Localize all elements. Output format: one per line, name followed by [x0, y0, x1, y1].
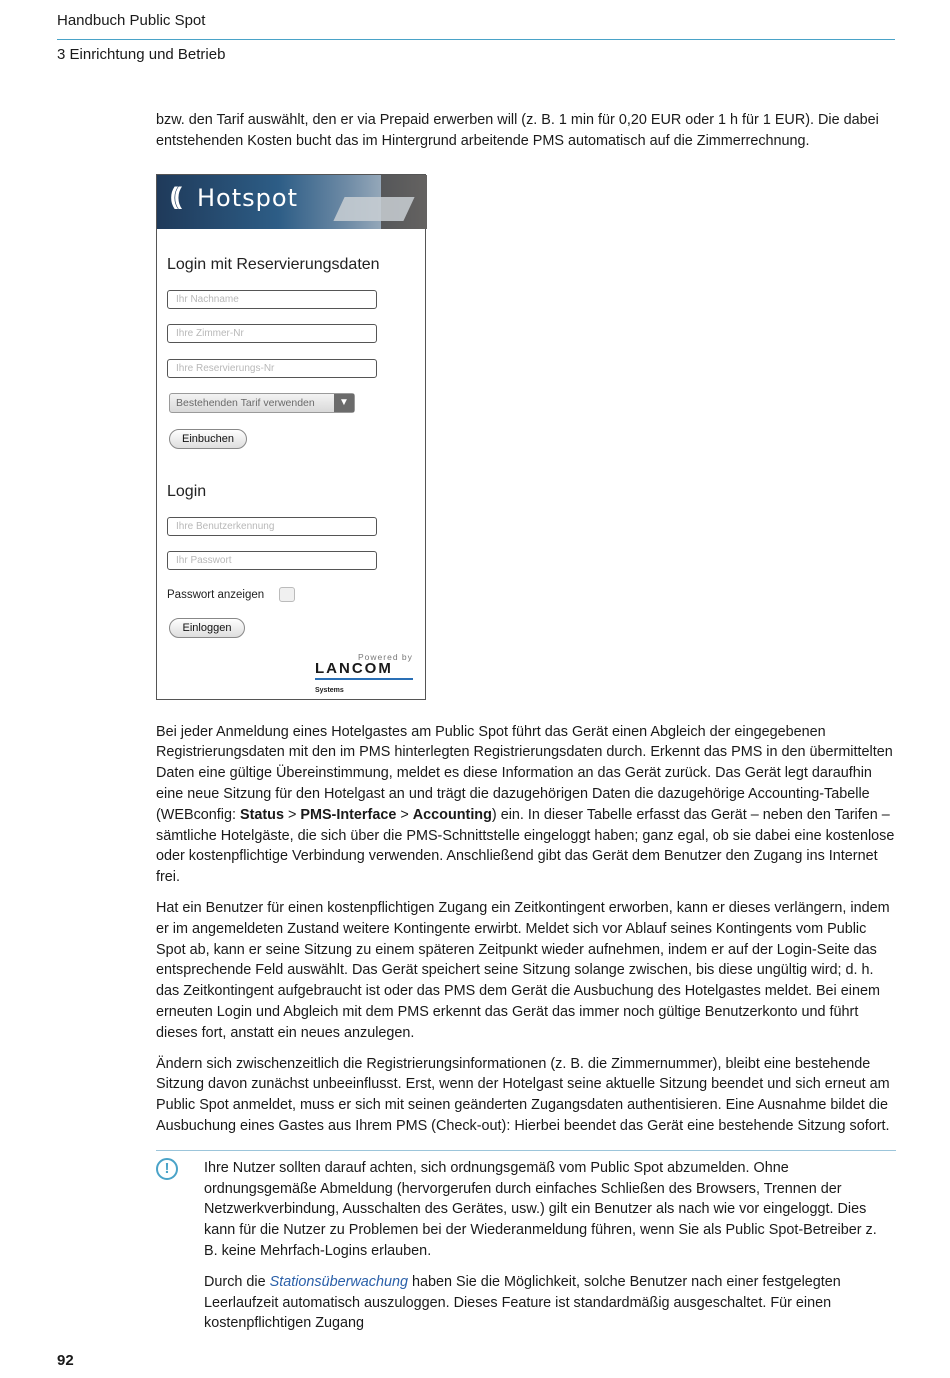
note-paragraph-monitoring	[204, 1272, 894, 1334]
note-paragraph-logout: Ihre Nutzer sollten darauf achten, sich ordnungsgemäß vom Public Spot abzumelden. Ohne ordnungsgemäße Abmeldung (hervorgerufen durch einfaches Schließen des Browsers, Trennen der Netzwerkverbindung, Ausschalten des Gerätes, usw.) gilt ein Benutzer als nach wie vor eingeloggt. Dies kann für die Nutzer zu Problemen bei der Wiederanmeldung führen, wenn Sie als Public Spot-Betreiber z. B. keine Mehrfach-Logins erlauben.	[204, 1159, 877, 1259]
menu-path-separator: >	[396, 806, 413, 823]
lastname-input[interactable]: Ihr Nachname	[167, 290, 377, 309]
reservation-login-title: Login mit Reservierungsdaten	[167, 255, 380, 273]
room-number-input[interactable]: Ihre Zimmer-Nr	[167, 324, 377, 343]
menu-path-separator: >	[283, 806, 301, 823]
tariff-select[interactable]	[169, 393, 355, 413]
lancom-logo: LANCOM	[315, 659, 393, 677]
para1-text-c: ) ein. In dieser Tabelle erfasst das Gerät – neben den Tarifen – sämtliche Hotelgäste, die sich über die PMS-Schnittstelle eingeloggt haben; ganz egal, ob sie dabei eine kostenlose oder kostenpflichtige Verbindung verwenden. Anschließend gibt das Gerät dem Benutzer den Zugang ins Internet frei.	[156, 806, 895, 886]
note-body	[204, 1158, 894, 1334]
note-text-pre: Durch die	[204, 1273, 270, 1290]
header-rule	[57, 39, 895, 40]
lancom-logo-bar	[315, 678, 413, 680]
para1-text-a: Bei jeder Anmeldung eines Hotelgastes am Public Spot führt das Gerät einen Abgleich der eingegebenen Registrierungsdaten mit den im PMS hinterlegten Registrierungsdaten durch. Erkennt das PMS in den übermittelten Daten eine gültige Übereinstimmung, meldet es diese Information an das Gerät zurück. Das Gerät legt daraufhin eine neue Sitzung für den Hotelgast an und trägt die dazugehörigen Daten die dazugehörige Accounting-Tabelle (WEBconfig:	[156, 723, 893, 823]
reservation-number-input[interactable]: Ihre Reservierungs-Nr	[167, 359, 377, 378]
main-content	[156, 110, 896, 1344]
tariff-select-value: Bestehenden Tarif verwenden	[176, 396, 315, 409]
password-input[interactable]: Ihr Passwort	[167, 551, 377, 570]
paragraph-time-quota: Hat ein Benutzer für einen kostenpflichtigen Zugang ein Zeitkontingent erworben, kann er dieses verlängern, indem er im angemeldeten Zustand weitere Kontingente erwirbt. Meldet sich vor Ablauf seines Kontingents vom Public Spot ab, kann er seine Sitzung zu einem späteren Zeitpunkt wieder aufnehmen, indem er auf der Login-Seite das entsprechende Feld auswählt. Das Gerät speichert seine Sitzung solange zwischen, bis diese ungültig wird; d. h. das Zeitkontingent aufgebraucht ist oder das PMS dem Gerät die Ausbuchung des Hotelgastes meldet. Bei einem erneuten Login und Abgleich mit dem PMS erkennt das Gerät das immer noch gültige Benutzerkonto und führt dieses fort, anstatt ein neues anzulegen.	[156, 899, 890, 1041]
banner-title: Hotspot	[197, 183, 298, 212]
paragraph-registration	[156, 722, 896, 888]
note-text-post: haben Sie die Möglichkeit, solche Benutzer nach einer festgelegten Leerlaufzeit automatisch auszuloggen. Dieses Feature ist standardmäßig ausgeschaltet. Für einen kostenpflichtigen Zugang	[204, 1273, 841, 1332]
paragraph-registration-changes: Ändern sich zwischenzeitlich die Registrierungsinformationen (z. B. die Zimmernummer), bleibt eine bestehende Sitzung davon zunächst unbeeinflusst. Erst, wenn der Hotelgast seine aktuelle Sitzung beendet und sich erneut am Public Spot anmeldet, muss er sich mit seinen geänderten Zugangsdaten authentisieren. Eine Ausnahme bildet die Ausbuchung eines Gastes aus Ihrem PMS (Check-out): Hierbei beendet das Gerät eine bestehende Sitzung sofort.	[156, 1055, 890, 1134]
menu-path-pms-interface: PMS-Interface	[300, 806, 397, 823]
lancom-systems-text: Systems	[315, 686, 344, 694]
manual-title: Handbuch Public Spot	[57, 12, 206, 29]
note-box	[156, 1150, 896, 1334]
dropdown-arrow-icon: ▼	[334, 394, 354, 412]
hotspot-login-screenshot	[156, 174, 426, 700]
powered-by-text: Powered by	[358, 651, 413, 662]
menu-path-status: Status	[239, 806, 284, 823]
login-button[interactable]: Einloggen	[169, 618, 245, 638]
page-number: 92	[57, 1352, 74, 1369]
show-password-checkbox[interactable]	[279, 587, 295, 602]
show-password-label: Passwort anzeigen	[167, 588, 265, 601]
intro-paragraph: bzw. den Tarif auswählt, den er via Prepaid erwerben will (z. B. 1 min für 0,20 EUR oder 1 h für 1 EUR). Die dabei entstehenden Kosten bucht das im Hintergrund arbeitende PMS automatisch auf die Zimmerrechnung.	[156, 112, 879, 149]
laptop-image	[333, 197, 414, 221]
exclamation-icon: !	[156, 1158, 178, 1180]
book-button[interactable]: Einbuchen	[169, 429, 247, 449]
page-header	[57, 10, 895, 65]
hotspot-banner	[157, 175, 427, 229]
chapter-title: 3 Einrichtung und Betrieb	[57, 46, 226, 63]
username-input[interactable]: Ihre Benutzerkennung	[167, 517, 377, 536]
login-title: Login	[167, 482, 207, 500]
menu-path-accounting: Accounting	[412, 806, 492, 823]
wifi-wave-icon: ((	[170, 182, 178, 210]
station-monitoring-link[interactable]: Stationsüberwachung	[269, 1273, 408, 1290]
